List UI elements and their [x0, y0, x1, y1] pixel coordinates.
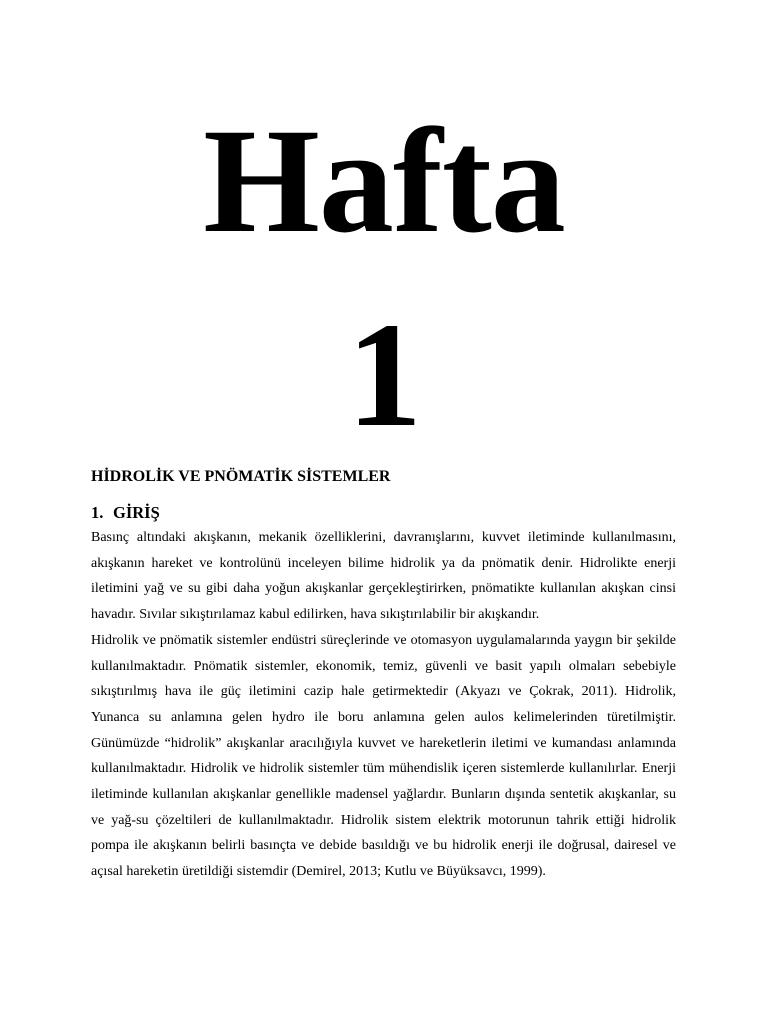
- paragraph-1: Basınç altındaki akışkanın, mekanik özelliklerini, davranışlarını, kuvvet iletiminde kullanılmasını, akışkanın hareket ve kontrolünü inceleyen bilime hidrolik ya da pnömatik denir. Hidrolikte enerji iletimini yağ ve su gibi daha yoğun akışkanlar gerçekleştirirken, pnömatikte kullanılan akışkan cinsi havadır. Sıvılar sıkıştırılamaz kabul edilirken, hava sıkıştırılabilir bir akışkandır.: [91, 530, 676, 623]
- subsection-title: GİRİŞ: [113, 503, 160, 522]
- subsection-heading: [91, 501, 676, 525]
- subsection-number: 1.: [91, 503, 104, 522]
- week-title: Hafta: [203, 98, 565, 264]
- section-heading: HİDROLİK VE PNÖMATİK SİSTEMLER: [91, 468, 391, 485]
- document-body: [91, 465, 676, 885]
- week-number: 1: [347, 292, 421, 458]
- paragraph-2: Hidrolik ve pnömatik sistemler endüstri süreçlerinde ve otomasyon uygulamalarında yaygın bir şekilde kullanılmaktadır. Pnömatik sistemler, ekonomik, temiz, güvenli ve basit yapılı olmaları sebebiyle sıkıştırılmış hava ile güç iletimini cazip hale getirmektedir (Akyazı ve Çokrak, 2011). Hidrolik, Yunanca su anlamına gelen hydro ile boru anlamına gelen aulos kelimelerinden türetilmiştir. Günümüzde “hidrolik” akışkanlar aracılığıyla kuvvet ve hareketlerin iletimi ve kumandası anlamında kullanılmaktadır. Hidrolik ve hidrolik sistemler tüm mühendislik içeren sistemlerde kullanılırlar. Enerji iletiminde kullanılan akışkanlar genellikle madensel yağlardır. Bunların dışında sentetik akışkanlar, su ve yağ-su çözeltileri de kullanılmaktadır. Hidrolik sistem elektrik motorunun tahrik ettiği hidrolik pompa ile akışkanın belirli basınçta ve debide basıldığı ve bu hidrolik enerji ile doğrusal, dairesel ve açısal hareketin üretildiği sistemdir (Demirel, 2013; Kutlu ve Büyüksavcı, 1999).: [91, 632, 676, 880]
